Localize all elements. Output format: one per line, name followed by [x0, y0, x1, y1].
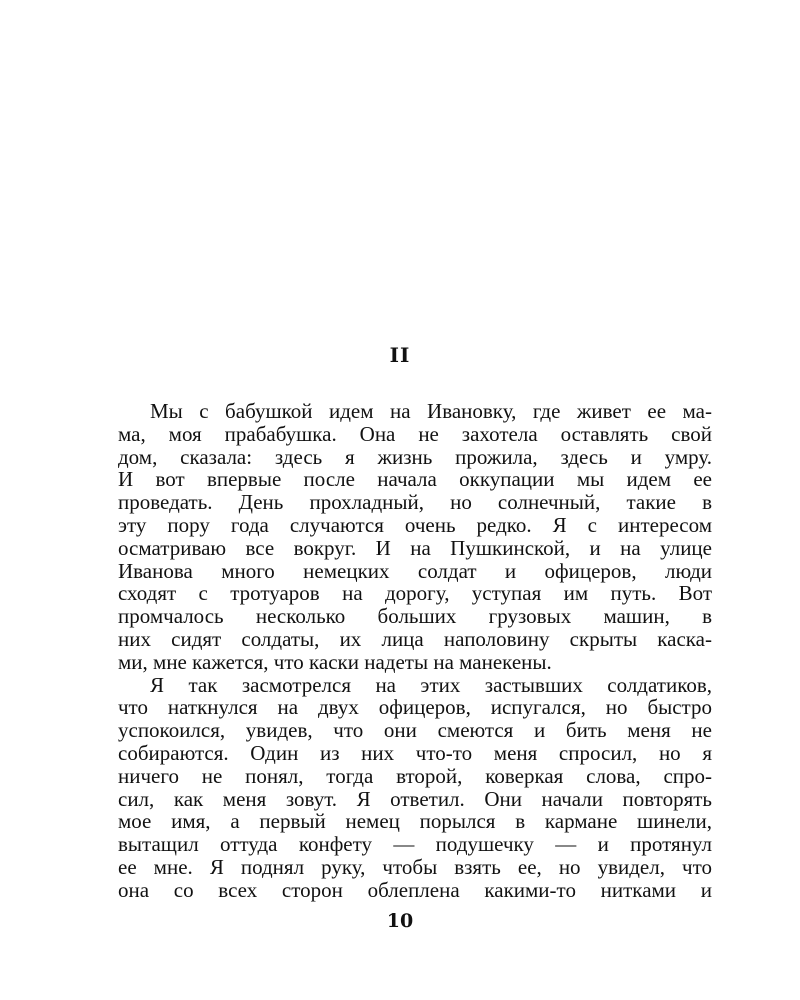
text-line: осматриваю все вокруг. И на Пушкинской, и на улице [118, 535, 712, 560]
paragraph-1 [118, 400, 712, 674]
text-line: успокоился, увидев, что они смеются и бить меня не [118, 718, 712, 743]
text-line: мое имя, а первый немец порылся в кармане шинели, [118, 809, 712, 834]
text-line: ее мне. Я поднял руку, чтобы взять ее, но увидел, что [118, 854, 712, 879]
text-line: эту пору года случаются очень редко. Я с интересом [118, 512, 712, 537]
body-text [118, 400, 712, 902]
text-line: ми, мне кажется, что каски надеты на манекены. [118, 649, 552, 674]
text-line: И вот впервые после начала оккупации мы идем ее [118, 467, 712, 492]
text-line: сходят с тротуаров на дорогу, уступая им путь. Вот [118, 581, 712, 606]
text-line: дом, сказала: здесь я жизнь прожила, здесь и умру. [118, 444, 712, 469]
text-line: она со всех сторон облеплена какими-то нитками и [118, 877, 712, 902]
text-line: проведать. День прохладный, но солнечный, такие в [118, 490, 712, 515]
text-line: промчалось несколько больших грузовых машин, в [118, 604, 712, 629]
text-line: ма, моя прабабушка. Она не захотела оставлять свой [118, 421, 712, 446]
text-line: вытащил оттуда конфету — подушечку — и протянул [118, 832, 712, 857]
text-line: сил, как меня зовут. Я ответил. Они начали повторять [118, 786, 712, 811]
page-number: 10 [386, 910, 414, 932]
text-line: Иванова много немецких солдат и офицеров, люди [118, 558, 712, 583]
paragraph-2 [118, 674, 712, 902]
text-line: Я так засмотрелся на этих застывших солдатиков, [150, 672, 712, 697]
text-line: них сидят солдаты, их лица наполовину скрыты каска- [118, 626, 712, 651]
text-line: ничего не понял, тогда второй, коверкая слова, спро- [118, 763, 712, 788]
text-line: Мы с бабушкой идем на Ивановку, где живет ее ма- [150, 399, 712, 423]
text-line: что наткнулся на двух офицеров, испугался, но быстро [118, 695, 712, 720]
chapter-title: II [389, 343, 411, 367]
text-line: собираются. Один из них что-то меня спросил, но я [118, 740, 712, 765]
